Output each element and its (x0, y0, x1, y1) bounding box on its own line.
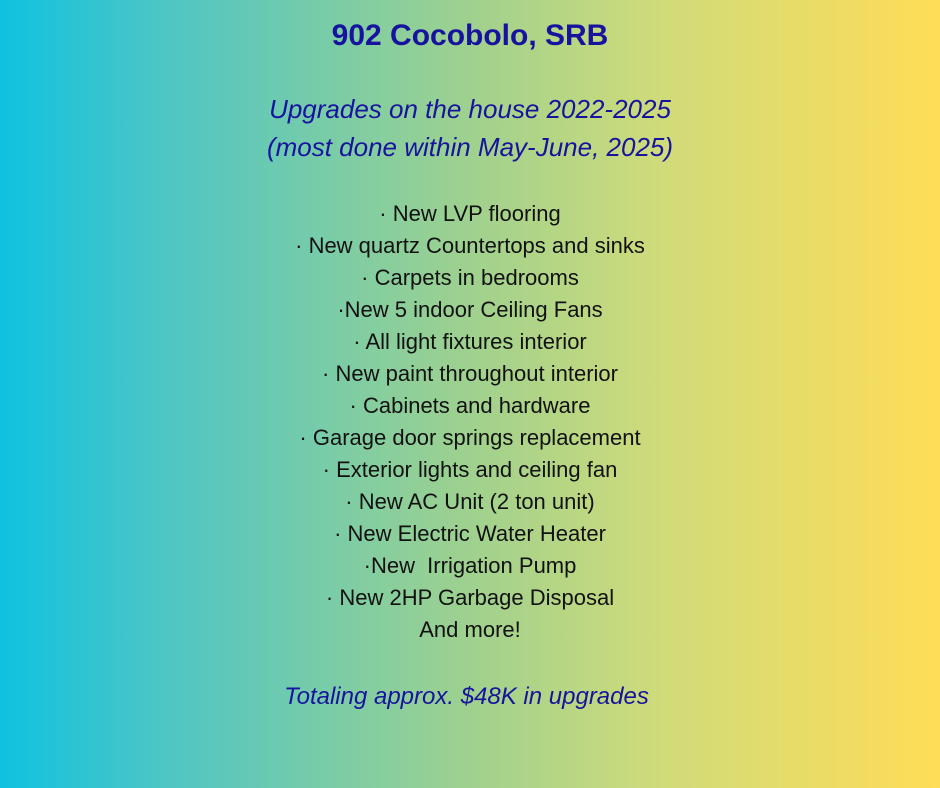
property-address-title: 902 Cocobolo, SRB (331, 19, 609, 52)
upgrade-item: · Garage door springs replacement (299, 425, 641, 450)
subtitle-line-1: Upgrades on the house 2022-2025 (269, 94, 671, 124)
upgrade-item: · New 2HP Garbage Disposal (325, 585, 615, 610)
subtitle-line-2: (most done within May-June, 2025) (266, 132, 674, 162)
upgrade-list (0, 198, 940, 646)
upgrade-item: · Exterior lights and ceiling fan (322, 457, 618, 482)
upgrade-item: · New LVP flooring (379, 201, 561, 226)
upgrade-item: · Cabinets and hardware (349, 393, 591, 418)
upgrade-item: ·New 5 indoor Ceiling Fans (337, 297, 603, 322)
and-more-item: And more! (419, 617, 521, 642)
upgrade-item: · New Electric Water Heater (334, 521, 606, 546)
upgrade-item: · New paint throughout interior (322, 361, 618, 386)
upgrade-item: · New AC Unit (2 ton unit) (345, 489, 595, 514)
upgrade-item: · Carpets in bedrooms (361, 265, 579, 290)
upgrade-item: · New quartz Countertops and sinks (295, 233, 645, 258)
total-upgrades-text: Totaling approx. $48K in upgrades (284, 683, 649, 710)
upgrade-item: · All light fixtures interior (353, 329, 587, 354)
upgrade-item: ·New Irrigation Pump (363, 553, 577, 578)
